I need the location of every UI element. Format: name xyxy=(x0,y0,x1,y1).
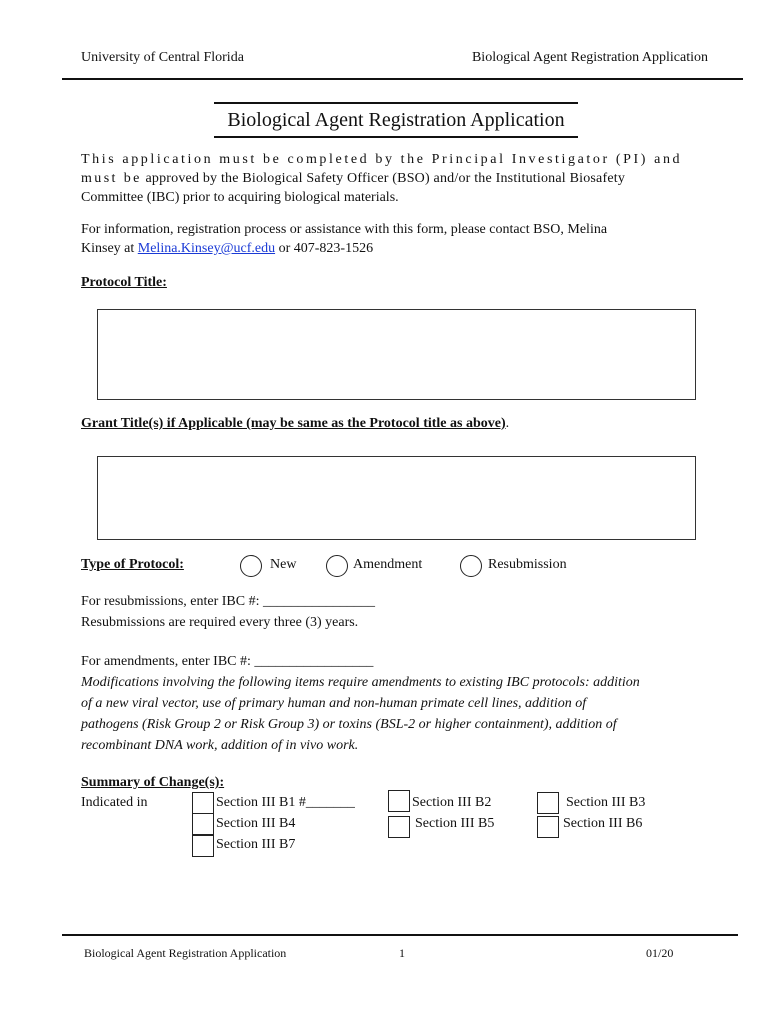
contact-paragraph xyxy=(81,220,689,258)
protocol-title-field[interactable] xyxy=(97,309,696,400)
section-b7-label: Section III B7 xyxy=(216,837,296,852)
resubmission-ibc-field[interactable]: For resubmissions, enter IBC #: ________________ xyxy=(81,594,375,609)
checkbox-section-b2[interactable] xyxy=(388,790,410,812)
footer-form-name: Biological Agent Registration Application xyxy=(84,946,287,960)
header-form-name: Biological Agent Registration Application xyxy=(471,50,708,65)
amendment-note-1: Modifications involving the following items require amendments to existing IBC protocols: addition xyxy=(81,675,640,690)
grant-title-label-row xyxy=(81,416,509,432)
intro-line-1: This application must be completed by the Principal Investigator (PI) and xyxy=(81,152,683,167)
intro-paragraph xyxy=(81,150,689,207)
intro-line-2-text: approved by the Biological Safety Officer (BSO) and/or the Institutional Biosafety xyxy=(141,171,626,186)
grant-title-period: . xyxy=(505,416,510,431)
protocol-type-label: Type of Protocol: xyxy=(81,557,184,572)
footer-page-number: 1 xyxy=(399,946,405,960)
amendment-block xyxy=(81,651,701,756)
contact-phone: or 407-823-1526 xyxy=(275,241,374,256)
contact-line-1: For information, registration process or assistance with this form, please contact BSO, Melina xyxy=(81,222,608,237)
amendment-note-3: pathogens (Risk Group 2 or Risk Group 3) or toxins (BSL-2 or higher containment), addition of xyxy=(81,717,617,732)
header-institution: University of Central Florida xyxy=(81,50,244,65)
radio-new[interactable] xyxy=(240,555,262,577)
section-b5-label: Section III B5 xyxy=(415,816,495,831)
section-b4-label: Section III B4 xyxy=(216,816,296,831)
radio-resubmission[interactable] xyxy=(460,555,482,577)
radio-amendment[interactable] xyxy=(326,555,348,577)
checkbox-section-b3[interactable] xyxy=(537,792,559,814)
contact-line-2 xyxy=(81,239,689,258)
grant-title-field[interactable] xyxy=(97,456,696,540)
protocol-title-label: Protocol Title: xyxy=(81,275,167,290)
radio-new-label: New xyxy=(270,557,297,572)
checkbox-section-b7[interactable] xyxy=(192,835,214,857)
checkbox-section-b4[interactable] xyxy=(192,813,214,835)
checkbox-section-b1[interactable] xyxy=(192,792,214,814)
radio-resubmission-label: Resubmission xyxy=(488,557,567,572)
indicated-in-label: Indicated in xyxy=(81,795,148,810)
bso-email-link[interactable]: Melina.Kinsey@ucf.edu xyxy=(137,241,276,256)
resubmission-block xyxy=(81,591,689,633)
section-b6-label: Section III B6 xyxy=(563,816,643,831)
intro-line-3: Committee (IBC) prior to acquiring biological materials. xyxy=(81,190,399,205)
intro-line-2 xyxy=(81,169,689,188)
page-title-text: Biological Agent Registration Application xyxy=(227,108,565,131)
page-title xyxy=(214,102,578,138)
amendment-ibc-field[interactable]: For amendments, enter IBC #: _________________ xyxy=(81,654,374,669)
checkbox-section-b6[interactable] xyxy=(537,816,559,838)
checkbox-section-b5[interactable] xyxy=(388,816,410,838)
amendment-note-2: of a new viral vector, use of primary human and non-human primate cell lines, addition of xyxy=(81,696,587,711)
resubmission-note: Resubmissions are required every three (3) years. xyxy=(81,615,359,630)
summary-label: Summary of Change(s): xyxy=(81,775,225,790)
section-b2-label: Section III B2 xyxy=(412,795,492,810)
section-b3-label: Section III B3 xyxy=(566,795,646,810)
intro-line-2-lead: must be xyxy=(81,171,142,186)
amendment-note-4: recombinant DNA work, addition of in vivo work. xyxy=(81,738,359,753)
footer-revision-date: 01/20 xyxy=(646,946,674,960)
radio-amendment-label: Amendment xyxy=(353,557,423,572)
contact-prefix: Kinsey at xyxy=(81,241,138,256)
footer-divider xyxy=(62,934,738,936)
grant-title-label: Grant Title(s) if Applicable (may be same as the Protocol title as above) xyxy=(81,416,506,431)
header-divider xyxy=(62,78,743,80)
section-b1-label: Section III B1 #_______ xyxy=(216,795,355,810)
